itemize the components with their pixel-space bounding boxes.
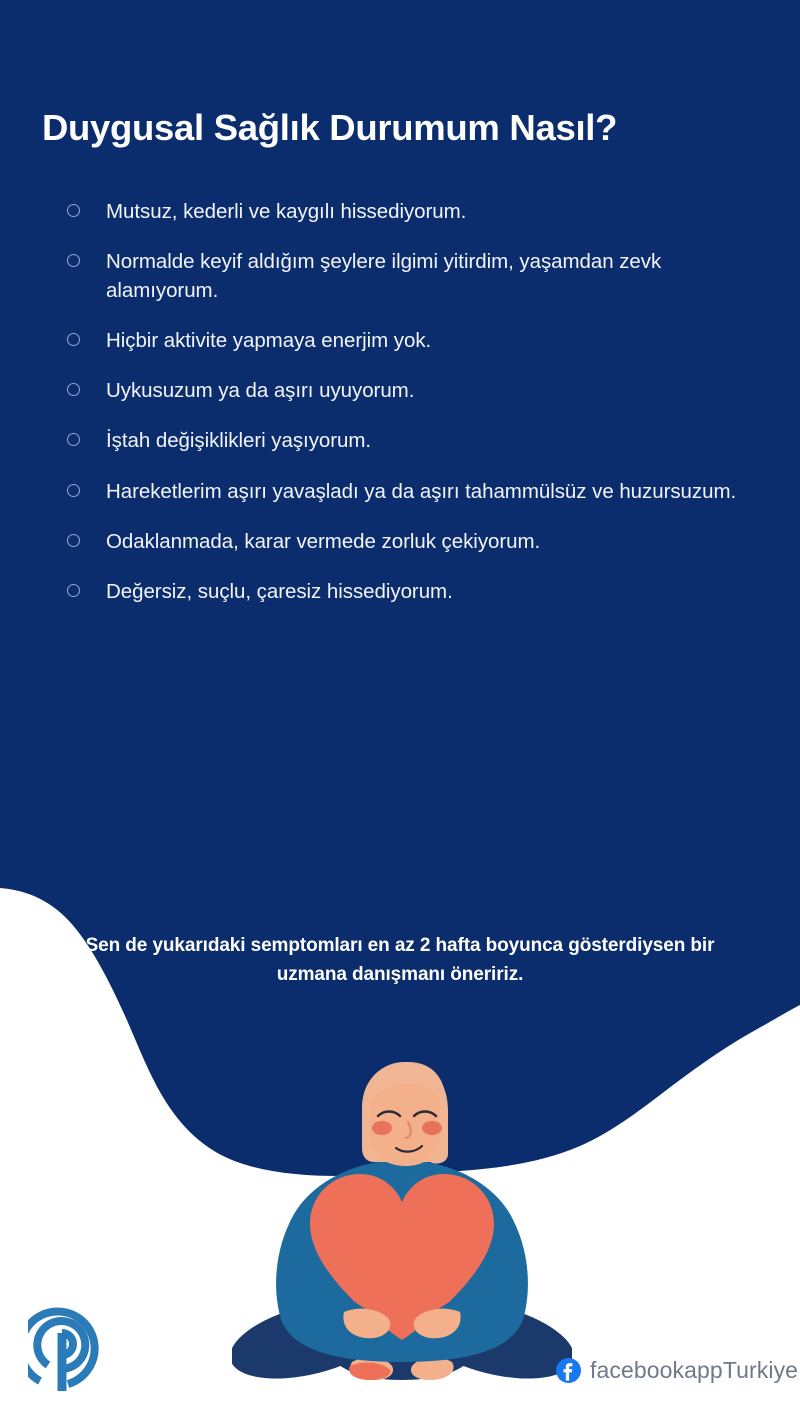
- facebook-handle[interactable]: [556, 1353, 798, 1387]
- list-item: [62, 478, 774, 506]
- list-item: [62, 427, 774, 455]
- list-item: [62, 377, 774, 405]
- list-item-label: Normalde keyif aldığım şeylere ilgimi yitirdim, yaşamdan zevk alamıyorum.: [106, 250, 662, 302]
- bullet-circle-icon: [67, 254, 80, 267]
- bullet-circle-icon: [67, 484, 80, 497]
- bullet-circle-icon: [67, 204, 80, 217]
- bullet-circle-icon: [67, 584, 80, 597]
- bullet-circle-icon: [67, 534, 80, 547]
- list-item-label: Hiçbir aktivite yapmaya enerjim yok.: [106, 328, 432, 352]
- bullet-circle-icon: [67, 333, 80, 346]
- list-item: [62, 578, 774, 606]
- list-item: [62, 248, 774, 305]
- symptom-list: [62, 198, 774, 629]
- list-item: [62, 528, 774, 556]
- list-item-label: Uykusuzum ya da aşırı uyuyorum.: [106, 379, 415, 403]
- bullet-circle-icon: [67, 383, 80, 396]
- bullet-circle-icon: [67, 433, 80, 446]
- list-item-label: Hareketlerim aşırı yavaşladı ya da aşırı tahammülsüz ve huzursuzum.: [106, 479, 737, 503]
- facebook-handle-text: facebookappTurkiye: [590, 1356, 799, 1383]
- list-item: [62, 198, 774, 226]
- p-concentric-arcs-logo: [28, 1303, 100, 1395]
- list-item-label: İştah değişiklikleri yaşıyorum.: [106, 429, 372, 453]
- list-item-label: Mutsuz, kederli ve kaygılı hissediyorum.: [106, 200, 467, 223]
- facebook-icon: [556, 1358, 581, 1383]
- page-title: Duygusal Sağlık Durumum Nasıl?: [42, 107, 618, 148]
- list-item-label: Değersiz, suçlu, çaresiz hissediyorum.: [106, 580, 453, 604]
- list-item-label: Odaklanmada, karar vermede zorluk çekiyorum.: [106, 529, 541, 553]
- advice-note: Sen de yukarıdaki semptomları en az 2 hafta boyunca gösterdiysen bir uzmana danışmanı öneririz.: [85, 935, 715, 985]
- list-item: [62, 327, 774, 355]
